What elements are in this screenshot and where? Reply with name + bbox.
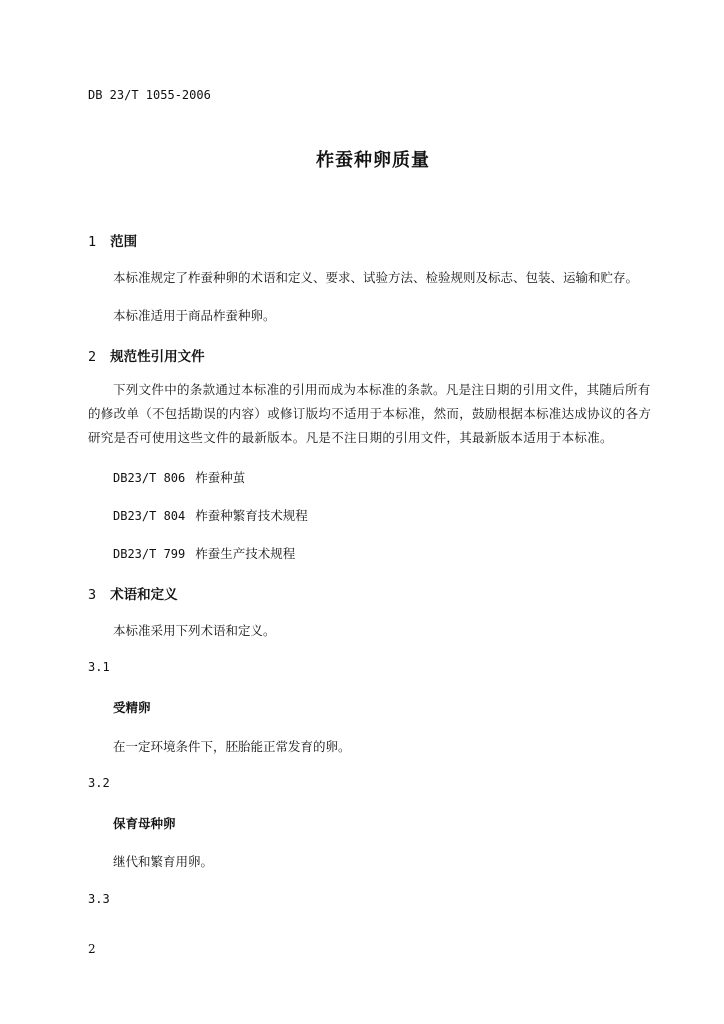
section-number: 2 — [88, 349, 97, 365]
section-1-paragraph-1: 本标准规定了柞蚕种卵的术语和定义、要求、试验方法、检验规则及标志、包装、运输和贮存。 — [113, 270, 639, 285]
reference-title: 柞蚕生产技术规程 — [195, 546, 296, 561]
reference-code: DB23/T 806 — [113, 471, 186, 485]
reference-item — [113, 468, 245, 486]
reference-code: DB23/T 799 — [113, 547, 186, 561]
reference-item — [113, 544, 295, 562]
term-heading: 受精卵 — [113, 700, 151, 715]
section-2-heading — [88, 345, 205, 365]
section-3-heading — [88, 583, 178, 603]
reference-title: 柞蚕种繁育技术规程 — [195, 508, 308, 523]
section-title: 规范性引用文件 — [110, 349, 205, 365]
section-1-heading — [88, 230, 137, 250]
doc-code-header: DB 23/T 1055-2006 — [88, 88, 211, 102]
section-title: 范围 — [110, 234, 138, 250]
term-definition: 继代和繁育用卵。 — [113, 854, 214, 869]
section-number: 3 — [88, 587, 97, 603]
reference-code: DB23/T 804 — [113, 509, 186, 523]
reference-title: 柞蚕种茧 — [195, 470, 246, 485]
section-3-paragraph: 本标准采用下列术语和定义。 — [113, 623, 276, 638]
page-number: 2 — [88, 942, 96, 956]
section-1-paragraph-2: 本标准适用于商品柞蚕种卵。 — [113, 308, 276, 323]
term-heading: 保育母种卵 — [113, 816, 176, 831]
subclause-number: 3.3 — [88, 892, 110, 906]
section-title: 术语和定义 — [110, 587, 178, 603]
section-number: 1 — [88, 234, 97, 250]
term-definition: 在一定环境条件下，胚胎能正常发育的卵。 — [113, 739, 351, 754]
document-title: 柞蚕种卵质量 — [316, 150, 430, 171]
reference-item — [113, 506, 308, 524]
section-2-paragraph: 下列文件中的条款通过本标准的引用而成为本标准的条款。凡是注日期的引用文件，其随后所有的修改单（不包括勘误的内容）或修订版均不适用于本标准，然而，鼓励根据本标准达成协议的各方研究是否可使用这些文件的最新版本。凡是不注日期的引用文件，其最新版本适用于本标准。 — [88, 382, 652, 445]
subclause-number: 3.1 — [88, 660, 110, 674]
subclause-number: 3.2 — [88, 776, 110, 790]
